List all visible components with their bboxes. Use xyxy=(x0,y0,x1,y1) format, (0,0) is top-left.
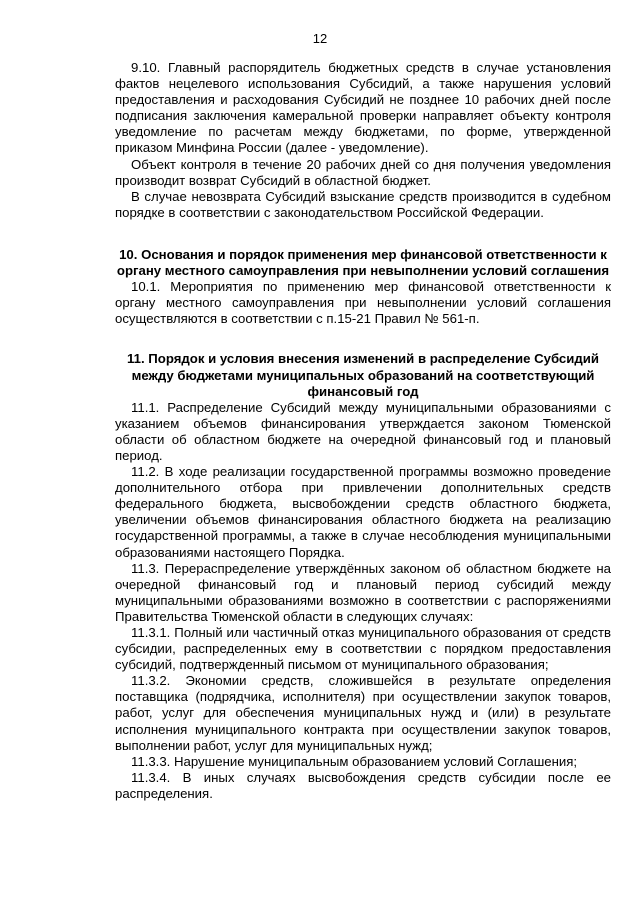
paragraph-11-1: 11.1. Распределение Субсидий между муниципальными образованиями с указанием объемов финансирования утверждается законом Тюменской области об областном бюджете на очередной финансовый год и плановый период. xyxy=(115,399,611,463)
paragraph-9-10-court: В случае невозврата Субсидий взыскание средств производится в судебном порядке в соответствии с законодательством Российской Федерации. xyxy=(115,188,611,220)
paragraph-10-1: 10.1. Мероприятия по применению мер финансовой ответственности к органу местного самоуправления при невыполнении условий соглашения осуществляются в соответствии с п.15-21 Правил № 561-п. xyxy=(115,279,611,327)
document-body xyxy=(115,60,611,802)
spacer xyxy=(115,221,611,247)
paragraph-11-3: 11.3. Перераспределение утверждённых законом об областном бюджете на очередной финансовый год и плановый период субсидий между муниципальными образованиями возможно в соответствии с распоряжениями Правительства Тюменской области в следующих случаях: xyxy=(115,560,611,624)
section-11-heading: 11. Порядок и условия внесения изменений в распределение Субсидий между бюджетами муниципальных образований на соответствующий финансовый год xyxy=(127,351,599,399)
paragraph-11-3-4: 11.3.4. В иных случаях высвобождения средств субсидии после ее распределения. xyxy=(115,769,611,801)
paragraph-11-3-1: 11.3.1. Полный или частичный отказ муниципального образования от средств субсидии, распределенных ему в соответствии с порядком предоставления субсидий, подтвержденный письмом от муниципального образования; xyxy=(115,625,611,673)
paragraph-9-10: 9.10. Главный распорядитель бюджетных средств в случае установления фактов нецелевого использования Субсидий, а также нарушения условий предоставления и расходования Субсидий не позднее 10 рабочих дней после подписания заключения камеральной проверки направляет объекту контроля уведомление по расчетам между бюджетами, по форме, утвержденной приказом Минфина России (далее - уведомление). xyxy=(115,60,611,156)
spacer xyxy=(115,327,611,351)
section-9 xyxy=(115,60,611,221)
page-number: 12 xyxy=(312,31,328,46)
section-11 xyxy=(115,351,611,802)
paragraph-9-10-return: Объект контроля в течение 20 рабочих дней со дня получения уведомления производит возврат Субсидий в областной бюджет. xyxy=(115,156,611,188)
paragraph-11-2: 11.2. В ходе реализации государственной программы возможно проведение дополнительного отбора при привлечении дополнительных средств федерального бюджета, высвобождении средств областного бюджета, увеличении объемов финансирования областного бюджета на реализацию государственной программы, а также в случае несоблюдения муниципальными образованиями настоящего Порядка. xyxy=(115,464,611,560)
paragraph-11-3-3: 11.3.3. Нарушение муниципальным образованием условий Соглашения; xyxy=(131,753,578,769)
section-10-heading: 10. Основания и порядок применения мер финансовой ответственности к органу местного самоуправления при невыполнении условий соглашения xyxy=(116,246,610,279)
section-10 xyxy=(115,247,611,327)
paragraph-11-3-2: 11.3.2. Экономии средств, сложившейся в результате определения поставщика (подрядчика, исполнителя) при осуществлении закупок товаров, работ, услуг для обеспечения муниципальных нужд и (или) в результате исполнения муниципального контракта при осуществлении закупок товаров, выполнении работ, услуг для муниципальных нужд; xyxy=(115,673,611,753)
